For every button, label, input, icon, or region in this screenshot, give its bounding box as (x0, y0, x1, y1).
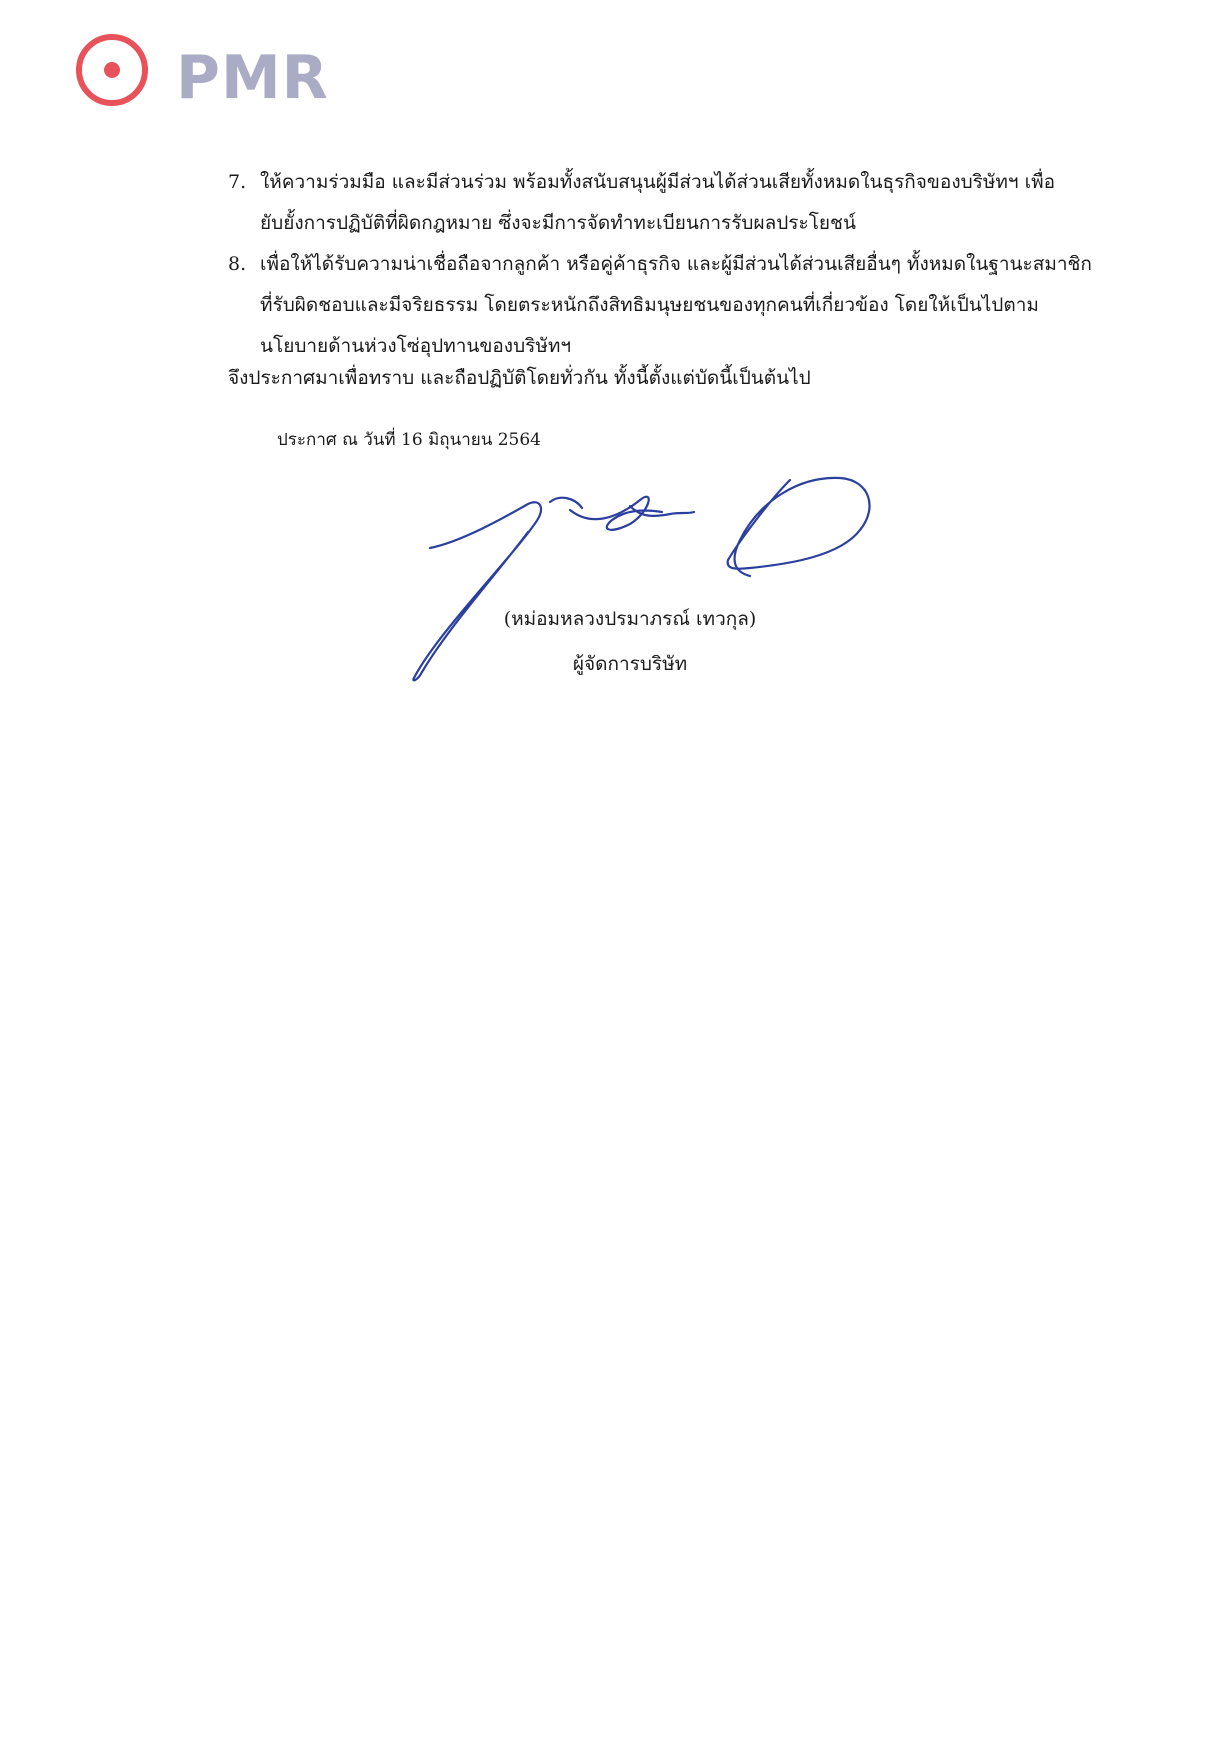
item-number: 7. (228, 171, 247, 193)
policy-items (228, 162, 1098, 367)
announcement-date: ประกาศ ณ วันที่ 16 มิถุนายน 2564 (277, 430, 541, 450)
closing-statement: จึงประกาศมาเพื่อทราบ และถือปฏิบัติโดยทั่วกัน ทั้งนี้ตั้งแต่บัดนี้เป็นต้นไป (228, 367, 811, 389)
item-text: ให้ความร่วมมือ และมีส่วนร่วม พร้อมทั้งสนับสนุนผู้มีส่วนได้ส่วนเสียทั้งหมดในธุรกิจของบริษัทฯ เพื่อยับยั้งการปฏิบัติที่ผิดกฎหมาย ซึ่งจะมีการจัดทำทะเบียนการรับผลประโยชน์ (260, 171, 1056, 234)
policy-item (228, 244, 1098, 367)
item-text: เพื่อให้ได้รับความน่าเชื่อถือจากลูกค้า หรือคู่ค้าธุรกิจ และผู้มีส่วนได้ส่วนเสียอื่นๆ ทั้งหมดในฐานะสมาชิกที่รับผิดชอบและมีจริยธรรม โดยตระหนักถึงสิทธิมนุษยชนของทุกคนที่เกี่ยวข้อง โดยให้เป็นไปตามนโยบายด้านห่วงโซ่อุปทานของบริษัทฯ (260, 253, 1092, 357)
logo-text: PMR (176, 43, 329, 113)
signer-title: ผู้จัดการบริษัท (572, 653, 688, 675)
policy-item (228, 162, 1098, 244)
signer-name: (หม่อมหลวงปรมาภรณ์ เทวกุล) (503, 608, 757, 630)
item-number: 8. (228, 253, 247, 275)
logo-ring-icon (72, 32, 172, 122)
company-logo (72, 32, 352, 122)
